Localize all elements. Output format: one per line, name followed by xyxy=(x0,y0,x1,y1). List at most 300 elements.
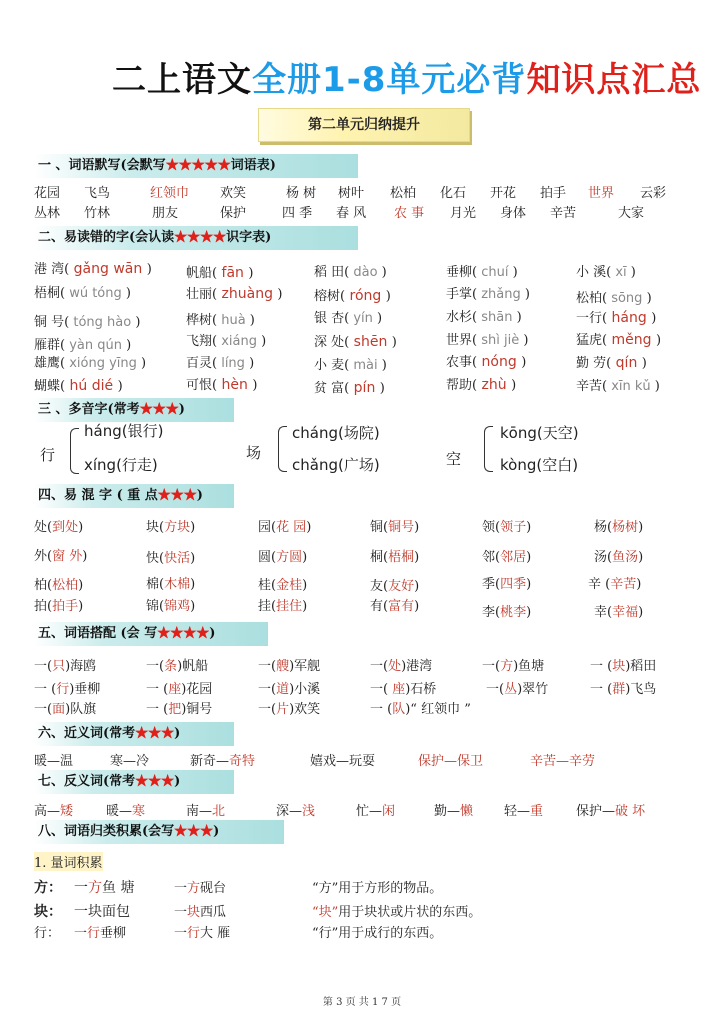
text: 用于块状或片状的东西。 xyxy=(338,905,482,920)
noun: )飞鸟 xyxy=(625,682,657,697)
collocation-item xyxy=(146,698,212,717)
example-word: 方圆 xyxy=(276,550,303,565)
char: 柏( xyxy=(34,578,53,593)
example-phrase xyxy=(174,877,226,896)
vocab-word: 松柏 xyxy=(390,186,417,201)
measure-word: 块 xyxy=(612,659,626,674)
measure-word: 条 xyxy=(164,659,178,674)
noun: )鱼塘 xyxy=(513,659,545,674)
reading-item xyxy=(34,282,131,301)
text: 一 xyxy=(174,881,188,896)
paren: ) xyxy=(391,335,397,350)
word: 嬉戏—玩耍 xyxy=(310,754,376,769)
usage-note: “方”用于方形的物品。 xyxy=(312,881,443,896)
example-phrase xyxy=(74,922,126,941)
pinyin: xióng yīng xyxy=(65,356,142,371)
prefix: 一 ( xyxy=(146,682,169,697)
pinyin: qín xyxy=(611,355,642,371)
reading-item xyxy=(446,351,526,370)
char: 辛 ( xyxy=(588,577,611,592)
example-phrase xyxy=(174,922,230,941)
reading-item xyxy=(446,329,528,348)
reading-item xyxy=(314,261,387,280)
confusable-item xyxy=(34,574,83,593)
confusable-item xyxy=(34,545,87,564)
word: 深— xyxy=(276,804,303,819)
collocation-item xyxy=(34,678,100,697)
vocab-word: 树叶 xyxy=(338,186,365,201)
text: 一 xyxy=(74,880,88,896)
reading-item xyxy=(576,375,660,394)
measure-word: 只 xyxy=(52,659,66,674)
measure-word: 行 xyxy=(87,926,101,941)
reading-word: 雄鹰( xyxy=(34,356,66,371)
text: 一 xyxy=(174,926,188,941)
char: 李( xyxy=(482,605,501,620)
measure-word: 群 xyxy=(612,682,626,697)
noun: )石桥 xyxy=(405,682,437,697)
reading-item xyxy=(314,331,397,350)
char: 领( xyxy=(482,520,501,535)
char: 块( xyxy=(146,520,165,535)
reading-item xyxy=(34,375,123,394)
example-word: 挂住 xyxy=(276,599,303,614)
word: 辛苦—辛劳 xyxy=(530,754,596,769)
text: 垂柳 xyxy=(100,926,127,941)
paren: ) xyxy=(379,381,385,396)
usage-note: “行”用于成行的东西。 xyxy=(312,926,443,941)
measure-word: 方 xyxy=(88,880,102,896)
pinyin: zhuàng xyxy=(217,286,278,302)
paren: ) xyxy=(377,311,383,326)
measure-word: 丛 xyxy=(504,682,518,697)
section-header-8: 八、词语归类积累(会写★★★) xyxy=(34,820,284,844)
paren: ) xyxy=(190,577,196,592)
pinyin: yín xyxy=(349,311,378,326)
example-word: 方块 xyxy=(164,520,191,535)
reading-item xyxy=(314,307,382,326)
polyphonic-reading: háng(银行) xyxy=(84,422,164,440)
pinyin: huà xyxy=(217,313,250,328)
reading-item xyxy=(186,352,254,371)
char: 杨( xyxy=(594,520,613,535)
example-word: 邻居 xyxy=(500,550,527,565)
confusable-item xyxy=(482,546,531,565)
pinyin: xiáng xyxy=(217,334,262,349)
char: 外( xyxy=(34,549,53,564)
prefix: 一( xyxy=(370,682,393,697)
pinyin: nóng xyxy=(477,354,522,370)
paren: ) xyxy=(638,520,644,535)
vocab-word: 杨 树 xyxy=(286,186,317,201)
paren: ) xyxy=(82,549,88,564)
pinyin: háng xyxy=(607,310,652,326)
prefix: 一( xyxy=(258,659,277,674)
polyphonic-char: 空 xyxy=(446,450,462,468)
confusable-item xyxy=(482,516,531,535)
paren: ) xyxy=(117,379,123,394)
vocab-word: 飞鸟 xyxy=(84,186,111,201)
reading-word: 一行( xyxy=(576,311,608,326)
vocab-word: 月光 xyxy=(450,206,477,221)
paren: ) xyxy=(638,605,644,620)
noun: )欢笑 xyxy=(289,702,321,717)
reading-item xyxy=(186,374,257,393)
pinyin: gǎng wān xyxy=(69,261,147,277)
brace-3 xyxy=(484,426,493,472)
collocation-item xyxy=(34,698,96,717)
paren: ) xyxy=(641,356,647,371)
example-word: 幸福 xyxy=(612,605,639,620)
char: 拍( xyxy=(34,599,53,614)
paren: ) xyxy=(526,520,532,535)
pinyin: shēn xyxy=(349,334,392,350)
reading-item xyxy=(34,334,131,353)
example-word: 窗 外 xyxy=(52,549,83,564)
paren: ) xyxy=(526,577,532,592)
brace-1 xyxy=(70,428,79,474)
word: 轻— xyxy=(504,804,531,819)
paren: ) xyxy=(512,265,518,280)
vocab-word: 化石 xyxy=(440,186,467,201)
paren: ) xyxy=(249,356,255,371)
pinyin: shān xyxy=(477,310,517,325)
char: 有( xyxy=(370,599,389,614)
reading-word: 梧桐( xyxy=(34,286,66,301)
vocab-word: 丛林 xyxy=(34,206,61,221)
vocab-word: 云彩 xyxy=(640,186,667,201)
section-header-6: 六、近义词(常考★★★) xyxy=(34,722,234,746)
reading-word: 稻 田( xyxy=(314,265,350,280)
vocab-word: 朋友 xyxy=(152,206,179,221)
text: 一 xyxy=(74,926,88,941)
reading-word: 水杉( xyxy=(446,310,478,325)
pinyin: hú dié xyxy=(65,378,118,394)
section-header-7: 七、反义词(常考★★★) xyxy=(34,770,234,794)
word: 高— xyxy=(34,804,61,819)
unit-subtitle: 第二单元归纳提升 xyxy=(258,108,470,142)
measure-word: 处 xyxy=(388,659,402,674)
vocab-word: 拍手 xyxy=(540,186,567,201)
char: 园( xyxy=(258,520,277,535)
noun: )稻田 xyxy=(625,659,657,674)
collocation-item xyxy=(486,678,548,697)
confusable-item xyxy=(258,516,311,535)
example-phrase xyxy=(74,901,130,921)
char: 季( xyxy=(482,577,501,592)
reading-word: 勤 劳( xyxy=(576,356,612,371)
paren: ) xyxy=(523,333,529,348)
prefix: 一 ( xyxy=(370,702,393,717)
paren: ) xyxy=(78,599,84,614)
synonym-pair xyxy=(310,750,375,769)
collocation-item xyxy=(146,655,208,674)
vocab-word: 花园 xyxy=(34,186,61,201)
reading-word: 飞翔( xyxy=(186,334,218,349)
noun: )花园 xyxy=(181,682,213,697)
paren: ) xyxy=(141,356,147,371)
example-phrase xyxy=(174,901,226,920)
confusable-item xyxy=(594,546,643,565)
pinyin: wú tóng xyxy=(65,286,126,301)
example-word: 富有 xyxy=(388,599,415,614)
word: 懒 xyxy=(460,804,474,819)
reading-item xyxy=(446,261,518,280)
noun: )港湾 xyxy=(401,659,433,674)
paren: ) xyxy=(630,265,636,280)
reading-word: 榕树( xyxy=(314,289,346,304)
collocation-item xyxy=(370,655,432,674)
reading-word: 壮丽( xyxy=(186,287,218,302)
noun: )垂柳 xyxy=(69,682,101,697)
confusable-item xyxy=(258,546,307,565)
paren: ) xyxy=(636,577,642,592)
antonym-pair xyxy=(276,800,315,819)
reading-word: 农事( xyxy=(446,355,478,370)
paren: ) xyxy=(78,578,84,593)
confusable-item xyxy=(594,516,643,535)
paren: ) xyxy=(521,355,527,370)
paren: ) xyxy=(146,262,152,277)
pinyin: mài xyxy=(349,358,382,373)
vocab-word: 大家 xyxy=(618,206,645,221)
paren: ) xyxy=(646,291,652,306)
vocab-word: 春 风 xyxy=(336,206,367,221)
char: 桂( xyxy=(258,578,277,593)
polyphonic-reading: kòng(空白) xyxy=(500,456,579,474)
char: 圆( xyxy=(258,550,277,565)
confusable-item xyxy=(258,595,307,614)
paren: ) xyxy=(385,289,391,304)
word: 寒 xyxy=(132,804,146,819)
paren: ) xyxy=(651,311,657,326)
paren: ) xyxy=(656,333,662,348)
polyphonic-reading: cháng(场院) xyxy=(292,424,380,442)
example-phrase xyxy=(74,877,134,897)
collocation-item xyxy=(370,698,471,717)
paren: ) xyxy=(526,550,532,565)
char: 邻( xyxy=(482,550,501,565)
measure-word: 行 xyxy=(56,682,70,697)
collocation-item xyxy=(34,655,96,674)
vocab-word: 四 季 xyxy=(282,206,313,221)
collocation-item xyxy=(590,678,656,697)
reading-word: 垂柳( xyxy=(446,265,478,280)
example-word: 领子 xyxy=(500,520,527,535)
pinyin: měng xyxy=(607,332,656,348)
text: 一 xyxy=(174,905,188,920)
confusable-item xyxy=(146,547,195,566)
word: 暖—温 xyxy=(34,754,74,769)
word: 破 坏 xyxy=(615,804,646,819)
measure-lead: 行： xyxy=(34,926,61,941)
word: 暖— xyxy=(106,804,133,819)
confusable-item xyxy=(34,595,83,614)
prefix: 一( xyxy=(34,659,53,674)
paren: ) xyxy=(125,286,131,301)
reading-item xyxy=(186,283,283,302)
noun: )铜号 xyxy=(181,702,213,717)
word: 勤— xyxy=(434,804,461,819)
vocab-word: 开花 xyxy=(490,186,517,201)
pinyin: zhù xyxy=(477,377,512,393)
char: 友( xyxy=(370,579,389,594)
char: 汤( xyxy=(594,550,613,565)
paren: ) xyxy=(381,358,387,373)
antonym-pair xyxy=(356,800,395,819)
char: 锦( xyxy=(146,599,165,614)
word: 南— xyxy=(186,804,213,819)
vocab-word: 竹林 xyxy=(84,206,111,221)
text: 一块面包 xyxy=(74,904,130,920)
measure-word: 座 xyxy=(392,682,406,697)
pinyin: xī xyxy=(611,265,631,280)
example-word: 木棉 xyxy=(164,577,191,592)
vocab-word: 身体 xyxy=(500,206,527,221)
synonym-pair xyxy=(530,750,595,769)
prefix: 一( xyxy=(482,659,501,674)
measure-word: 把 xyxy=(168,702,182,717)
collocation-item xyxy=(146,678,212,697)
collocation-item xyxy=(258,678,320,697)
vocab-word: 保护 xyxy=(220,206,247,221)
reading-item xyxy=(576,261,636,280)
paren: ) xyxy=(190,520,196,535)
pinyin: pín xyxy=(349,380,380,396)
char: 处( xyxy=(34,520,53,535)
quoted-word: “块” xyxy=(312,905,339,920)
paren: ) xyxy=(135,315,141,330)
reading-word: 帮助( xyxy=(446,378,478,393)
paren: ) xyxy=(414,550,420,565)
word: 保护— xyxy=(576,804,616,819)
reading-word: 辛苦( xyxy=(576,379,608,394)
confusable-item xyxy=(482,601,531,620)
char: 铜( xyxy=(370,520,389,535)
antonym-pair xyxy=(434,800,473,819)
reading-item xyxy=(186,309,255,328)
reading-word: 雁群( xyxy=(34,338,66,353)
noun: )队旗 xyxy=(65,702,97,717)
measure-lead: 方： xyxy=(34,880,62,896)
text: 大 雁 xyxy=(200,926,231,941)
char: 棉( xyxy=(146,577,165,592)
prefix: 一 ( xyxy=(590,682,613,697)
synonym-pair xyxy=(418,750,483,769)
pinyin: fān xyxy=(217,265,249,281)
usage-note xyxy=(312,901,481,920)
vocab-word: 红领巾 xyxy=(150,186,190,201)
prefix: 一( xyxy=(146,659,165,674)
confusable-item xyxy=(146,573,195,592)
measure-word: 面 xyxy=(52,702,66,717)
antonym-pair xyxy=(576,800,645,819)
pinyin: chuí xyxy=(477,265,513,280)
confusable-item xyxy=(482,573,531,592)
paren: ) xyxy=(261,334,267,349)
confusable-item xyxy=(370,546,419,565)
paren: ) xyxy=(654,379,660,394)
confusable-item xyxy=(370,575,419,594)
paren: ) xyxy=(381,265,387,280)
antonym-pair xyxy=(34,800,73,819)
example-word: 松柏 xyxy=(52,578,79,593)
reading-word: 铜 号( xyxy=(34,315,70,330)
word: 忙— xyxy=(356,804,383,819)
synonym-pair xyxy=(190,750,255,769)
vocab-word: 世界 xyxy=(588,186,615,201)
reading-item xyxy=(314,285,391,304)
char: 快( xyxy=(146,551,165,566)
collocation-item xyxy=(590,655,656,674)
pinyin: róng xyxy=(345,288,386,304)
reading-word: 桦树( xyxy=(186,313,218,328)
word: 保护—保卫 xyxy=(418,754,484,769)
vocab-word: 农 事 xyxy=(394,206,425,221)
prefix: 一( xyxy=(370,659,389,674)
pinyin: dào xyxy=(349,265,382,280)
page-footer: 第 3 页 共 1 7 页 xyxy=(322,997,402,1008)
antonym-pair xyxy=(106,800,145,819)
noun: )小溪 xyxy=(289,682,321,697)
paren: ) xyxy=(302,550,308,565)
reading-item xyxy=(446,374,516,393)
word: 寒—冷 xyxy=(110,754,150,769)
example-word: 梧桐 xyxy=(388,550,415,565)
example-word: 桃李 xyxy=(500,605,527,620)
confusable-item xyxy=(594,601,643,620)
pinyin: zhǎng xyxy=(477,287,525,302)
example-word: 辛苦 xyxy=(610,577,637,592)
reading-item xyxy=(576,329,661,348)
collocation-item xyxy=(482,655,544,674)
text: 西瓜 xyxy=(200,905,227,920)
paren: ) xyxy=(511,378,517,393)
measure-word: 队 xyxy=(392,702,406,717)
prefix: 一( xyxy=(258,682,277,697)
section-header-5: 五、词语搭配 (会 写★★★★) xyxy=(34,622,268,646)
section-header-2: 二、易读错的字(会认读★★★★识字表) xyxy=(34,226,358,250)
confusable-item xyxy=(34,516,83,535)
subsection-title: 1. 量词积累 xyxy=(34,852,103,871)
reading-item xyxy=(186,262,253,281)
reading-word: 帆船( xyxy=(186,266,218,281)
reading-word: 猛虎( xyxy=(576,333,608,348)
paren: ) xyxy=(302,578,308,593)
prefix: 一( xyxy=(486,682,505,697)
paren: ) xyxy=(526,605,532,620)
vocab-word: 欢笑 xyxy=(220,186,247,201)
antonym-pair xyxy=(504,800,543,819)
synonym-pair xyxy=(110,750,149,769)
paren: ) xyxy=(524,287,530,302)
confusable-item xyxy=(258,574,307,593)
char: 幸( xyxy=(594,605,613,620)
measure-word: 艘 xyxy=(276,659,290,674)
example-word: 鱼汤 xyxy=(612,550,639,565)
pinyin: tóng hào xyxy=(69,315,136,330)
reading-word: 百灵( xyxy=(186,356,218,371)
prefix: 一( xyxy=(258,702,277,717)
confusable-item xyxy=(370,595,419,614)
paren: ) xyxy=(252,378,258,393)
prefix: 一 ( xyxy=(146,702,169,717)
word: 矮 xyxy=(60,804,74,819)
polyphonic-reading: xíng(行走) xyxy=(84,456,158,474)
reading-item xyxy=(186,330,266,349)
noun: )“ 红领巾 ” xyxy=(405,702,471,717)
text: 鱼 塘 xyxy=(102,880,135,896)
